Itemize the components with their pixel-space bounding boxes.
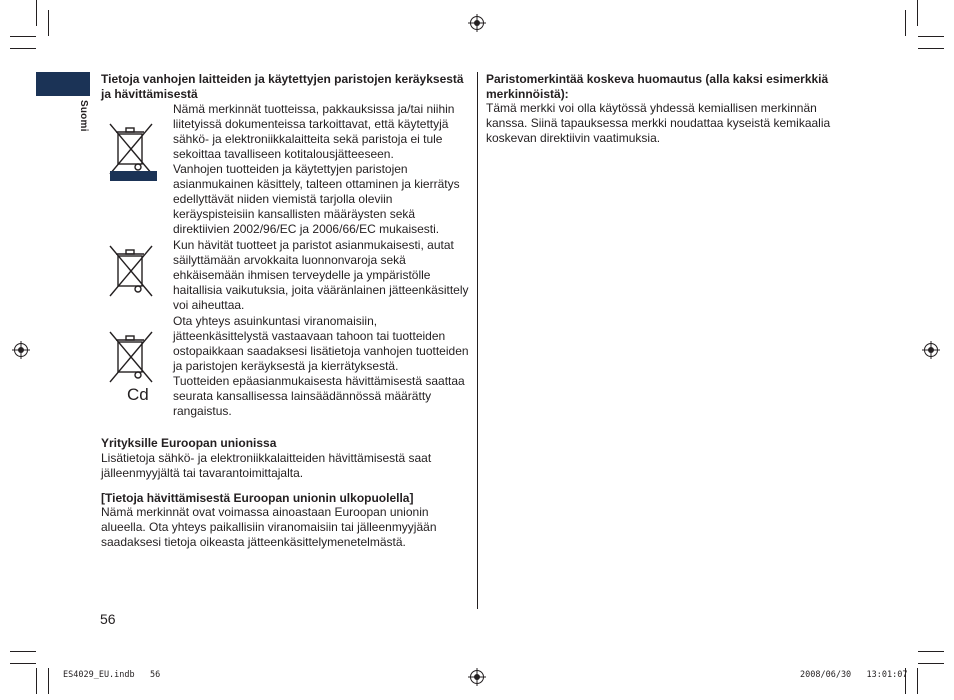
business-section [101, 436, 471, 481]
outside-eu-heading: [Tietoja hävittämisestä Euroopan unionin ulkopuolella] [101, 490, 414, 505]
block-1-text [173, 102, 471, 237]
crop-mark [918, 36, 944, 37]
registration-mark-icon [922, 341, 940, 359]
disposal-block-2 [101, 238, 471, 313]
accent-bar [110, 171, 157, 181]
right-column [486, 72, 858, 146]
crop-mark [917, 0, 918, 26]
paragraph: Kun hävität tuotteet ja paristot asianmukaisesti, autat säilyttämään arvokkaita luonnonvaroja sekä ehkäisemään ihmisen terveydelle ja ympäristölle haitallisia vaikutuksia, joita vääränlainen jätteenkäsittely voi aiheuttaa. [173, 238, 469, 312]
main-heading: Tietoja vanhojen laitteiden ja käytettyjen paristojen keräyksestä ja hävittämisestä [101, 72, 464, 101]
footer-timestamp: 2008/06/30 13:01:07 [800, 670, 908, 680]
outside-eu-text: Nämä merkinnät ovat voimassa ainoastaan Euroopan unionin alueella. Ota yhteys paikallisiin viranomaisiin tai jälleenmyyjään saadaksesi tietoja oikeasta jätteenkäsittelymenetelmästä. [101, 505, 437, 549]
business-heading: Yrityksille Euroopan unionissa [101, 436, 277, 450]
crop-mark [905, 10, 906, 36]
crop-mark [36, 668, 37, 694]
disposal-block-3 [101, 314, 471, 419]
language-tab-label: Suomi [78, 100, 89, 132]
crop-mark [10, 48, 36, 49]
block-2-text [173, 238, 471, 313]
footer-file-info: ES4029_EU.indb 56 [63, 670, 161, 680]
language-tab-block [36, 72, 90, 96]
left-column [101, 72, 471, 550]
battery-note-text: Tämä merkki voi olla käytössä yhdessä kemiallisen merkinnän kanssa. Siinä tapauksessa merkki noudattaa kyseistä kemikaalia koskevan direktiivin vaatimuksia. [486, 101, 831, 145]
crop-mark [918, 663, 944, 664]
crossed-wheelie-bin-icon [107, 242, 157, 302]
business-text: Lisätietoja sähkö- ja elektroniikkalaitteiden hävittämisestä saat jälleenmyyjältä tai tavarantoimittajalta. [101, 450, 432, 480]
paragraph: Ota yhteys asuinkuntasi viranomaisiin, jätteenkäsittelystä vastaavaan tahoon tai tuotteiden ostopaikkaan saadaksesi lisätietoja vanhojen tuotteiden ja paristojen keräyksestä ja kierrätyksestä. [173, 314, 469, 373]
registration-mark-icon [468, 668, 486, 686]
registration-mark-icon [12, 341, 30, 359]
page-number: 56 [100, 611, 116, 627]
crop-mark [918, 651, 944, 652]
battery-note-heading: Paristomerkintää koskeva huomautus (alla kaksi esimerkkiä merkinnöistä): [486, 72, 829, 101]
crop-mark [10, 36, 36, 37]
registration-mark-icon [468, 14, 486, 32]
cadmium-label: Cd [127, 385, 149, 404]
crop-mark [36, 0, 37, 26]
paragraph: Vanhojen tuotteiden ja käytettyjen paristojen asianmukainen käsittely, talteen ottaminen ja kierrätys edellyttävät niiden viemistä tarjolla oleviin keräyspisteisiin kansallisten määräysten sekä direktiivien 2002/96/EC ja 2006/66/EC mukaisesti. [173, 162, 460, 236]
crop-mark [917, 668, 918, 694]
crop-mark [48, 10, 49, 36]
paragraph: Nämä merkinnät tuotteissa, pakkauksissa ja/tai niihin liitetyissä dokumenteissa tarkoittavat, että käytettyjä sähkö- ja elektroniikkalaitteita sekä paristoja ei tule sekoittaa tavalliseen kotitalousjätteeseen. [173, 102, 455, 161]
column-divider [477, 72, 478, 609]
crop-mark [10, 663, 36, 664]
paragraph: Tuotteiden epäasianmukaisesta hävittämisestä saattaa seurata kansallisessa lainsäädännössä määrätty rangaistus. [173, 374, 465, 418]
crop-mark [10, 651, 36, 652]
crop-mark [918, 48, 944, 49]
icon-wrap [107, 242, 157, 307]
disposal-block-1 [101, 102, 471, 237]
crossed-wheelie-bin-icon [107, 328, 157, 388]
outside-eu-section [101, 491, 471, 551]
block-3-text [173, 314, 471, 419]
crop-mark [48, 668, 49, 694]
icon-wrap [107, 328, 157, 404]
